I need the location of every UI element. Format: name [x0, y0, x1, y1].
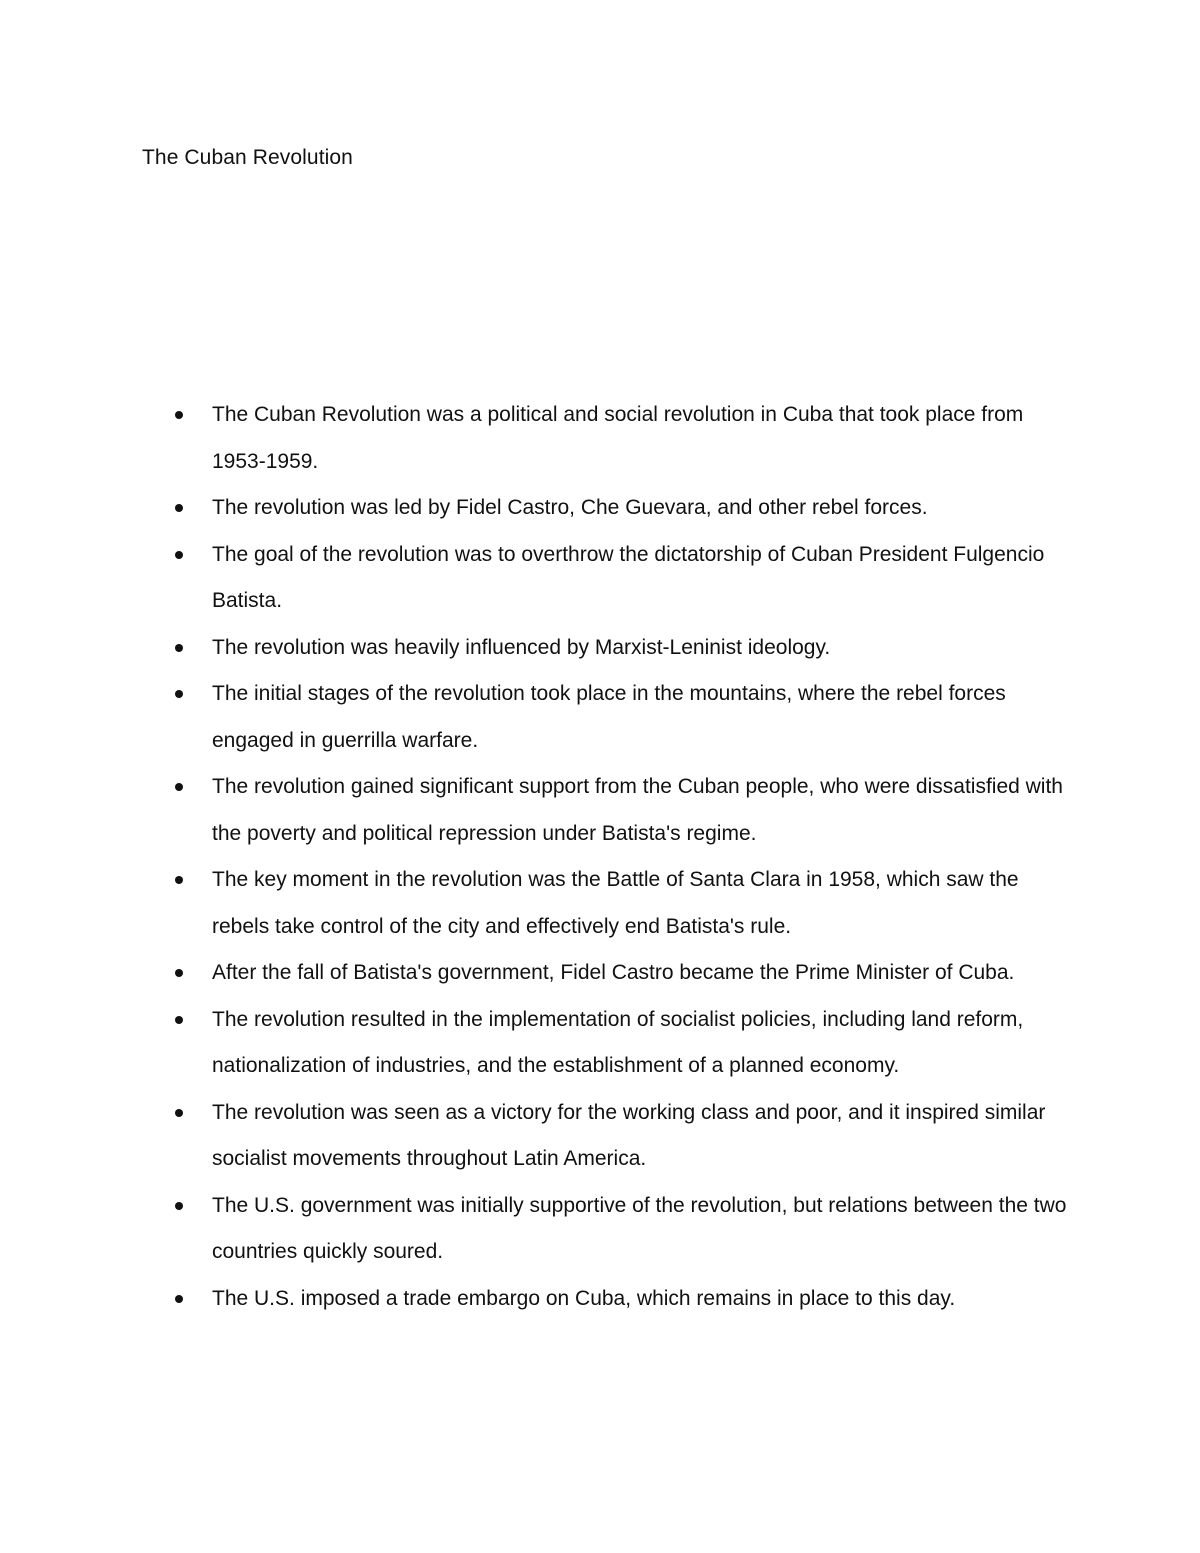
- bullet-icon: [175, 783, 183, 791]
- bullet-icon: [175, 1109, 183, 1117]
- bullet-list: [0, 392, 1200, 1322]
- list-item: [0, 1090, 1072, 1183]
- bullet-icon: [175, 1295, 183, 1303]
- list-item: [0, 485, 1072, 532]
- bullet-icon: [175, 1202, 183, 1210]
- list-item-text: The initial stages of the revolution took place in the mountains, where the rebel forces engaged in guerrilla warfare.: [212, 682, 1006, 752]
- list-item: [0, 625, 1072, 672]
- bullet-icon: [175, 551, 183, 559]
- list-item-text: The revolution was led by Fidel Castro, Che Guevara, and other rebel forces.: [212, 496, 928, 519]
- list-item-text: The Cuban Revolution was a political and social revolution in Cuba that took place from 1953-1959.: [212, 403, 1024, 473]
- list-item-text: The U.S. imposed a trade embargo on Cuba, which remains in place to this day.: [212, 1286, 956, 1310]
- list-item-text: The key moment in the revolution was the Battle of Santa Clara in 1958, which saw the rebels take control of the city and effectively end Batista's rule.: [212, 868, 1019, 938]
- list-item: [0, 392, 1072, 485]
- list-item: [0, 1183, 1072, 1276]
- document-title: The Cuban Revolution: [142, 146, 353, 169]
- list-item-text: The revolution resulted in the implementation of socialist policies, including land reform, nationalization of industries, and the establishment of a planned economy.: [212, 1007, 1024, 1077]
- list-item: [0, 1276, 1072, 1323]
- bullet-icon: [175, 690, 183, 698]
- list-item-text: The U.S. government was initially supportive of the revolution, but relations between the two countries quickly soured.: [212, 1193, 1067, 1263]
- list-item-text: The revolution was seen as a victory for the working class and poor, and it inspired similar socialist movements throughout Latin America.: [212, 1100, 1046, 1170]
- bullet-icon: [175, 411, 183, 419]
- list-item: [0, 671, 1072, 764]
- list-item-text: The goal of the revolution was to overthrow the dictatorship of Cuban President Fulgencio Batista.: [212, 542, 1045, 612]
- list-item: [0, 997, 1072, 1090]
- bullet-icon: [175, 1016, 183, 1024]
- list-item: [0, 764, 1072, 857]
- list-item: [0, 950, 1072, 997]
- bullet-icon: [175, 969, 183, 977]
- list-item-text: After the fall of Batista's government, Fidel Castro became the Prime Minister of Cuba.: [212, 961, 1015, 984]
- bullet-icon: [175, 644, 183, 652]
- list-item-text: The revolution gained significant support from the Cuban people, who were dissatisfied with the poverty and political repression under Batista's regime.: [212, 775, 1063, 845]
- bullet-icon: [175, 876, 183, 884]
- list-item-text: The revolution was heavily influenced by Marxist-Leninist ideology.: [212, 635, 831, 659]
- bullet-icon: [175, 504, 183, 512]
- list-item: [0, 532, 1072, 625]
- list-item: [0, 857, 1072, 950]
